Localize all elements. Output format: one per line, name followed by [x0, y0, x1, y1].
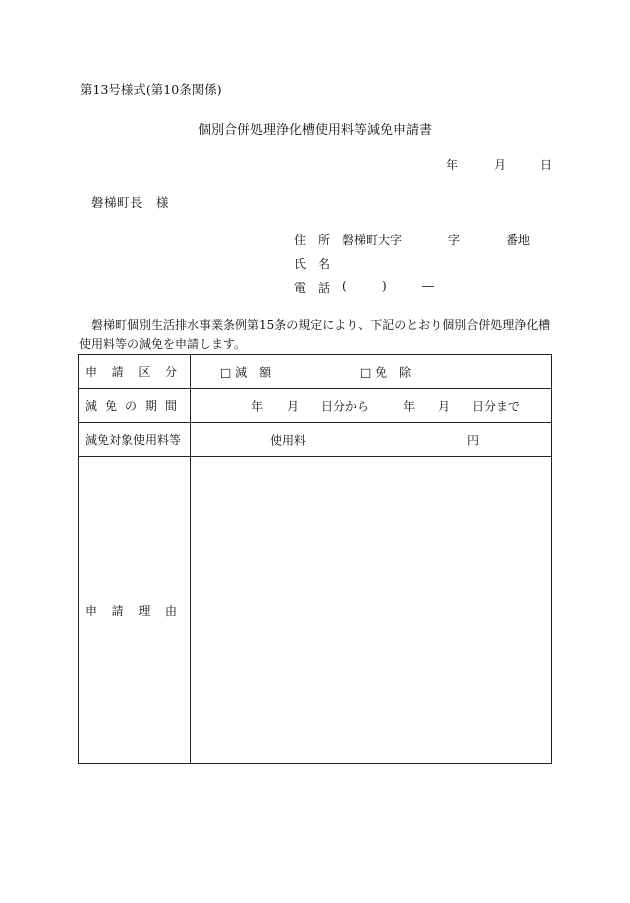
date-year-label: 年 [446, 158, 459, 172]
application-type-row [79, 355, 552, 389]
addressee: 磐梯町長 様 [91, 195, 170, 210]
reason-label: 申 請 理 由 [85, 603, 177, 618]
period-cell [191, 389, 552, 423]
form-number-label: 第13号様式(第10条関係) [80, 82, 222, 97]
period-start-year: 年 [251, 399, 264, 413]
reason-input-area[interactable] [191, 457, 552, 764]
reason-label-cell [79, 457, 191, 764]
usage-fee-label: 使用料 [270, 433, 307, 447]
target-fee-cell [191, 423, 552, 457]
name-label: 氏 名 [294, 257, 331, 271]
application-type-label-cell [79, 355, 191, 389]
document-title: 個別合併処理浄化槽使用料等減免申請書 [197, 123, 432, 138]
address-label: 住 所 [294, 233, 331, 247]
date-month-label: 月 [494, 158, 507, 172]
reduction-checkbox-option[interactable]: □ 減 額 [220, 365, 272, 379]
period-start-month: 月 [287, 399, 300, 413]
exemption-checkbox-option[interactable]: □ 免 除 [360, 365, 412, 379]
period-row [79, 389, 552, 423]
declaration-text: 磐梯町個別生活排水事業条例第15条の規定により、下記のとおり個別合併処理浄化槽使用料等の減免を申請します。 [79, 318, 551, 351]
period-label-cell [79, 389, 191, 423]
banchi-label: 番地 [506, 233, 531, 247]
application-type-cell [191, 355, 552, 389]
date-day-label: 日 [540, 158, 553, 172]
period-label: 減 免 の 期 間 [85, 399, 177, 413]
period-to-text: 日分まで [472, 399, 521, 413]
phone-label: 電 話 [294, 281, 331, 295]
period-end-year: 年 [403, 399, 416, 413]
phone-close-paren: ) [382, 279, 387, 293]
reason-row [79, 457, 552, 764]
aza-label: 字 [448, 233, 461, 247]
target-fee-row [79, 423, 552, 457]
address-value: 磐梯町大字 [342, 233, 403, 247]
period-end-month: 月 [438, 399, 451, 413]
phone-dash: ― [422, 279, 434, 293]
period-from-text: 日分から [321, 399, 370, 413]
yen-label: 円 [467, 433, 480, 447]
target-fee-label-cell [79, 423, 191, 457]
target-fee-label: 減免対象使用料等 [85, 433, 182, 447]
phone-open-paren: ( [342, 279, 347, 293]
application-table [78, 354, 552, 764]
application-type-label: 申 請 区 分 [85, 365, 177, 379]
